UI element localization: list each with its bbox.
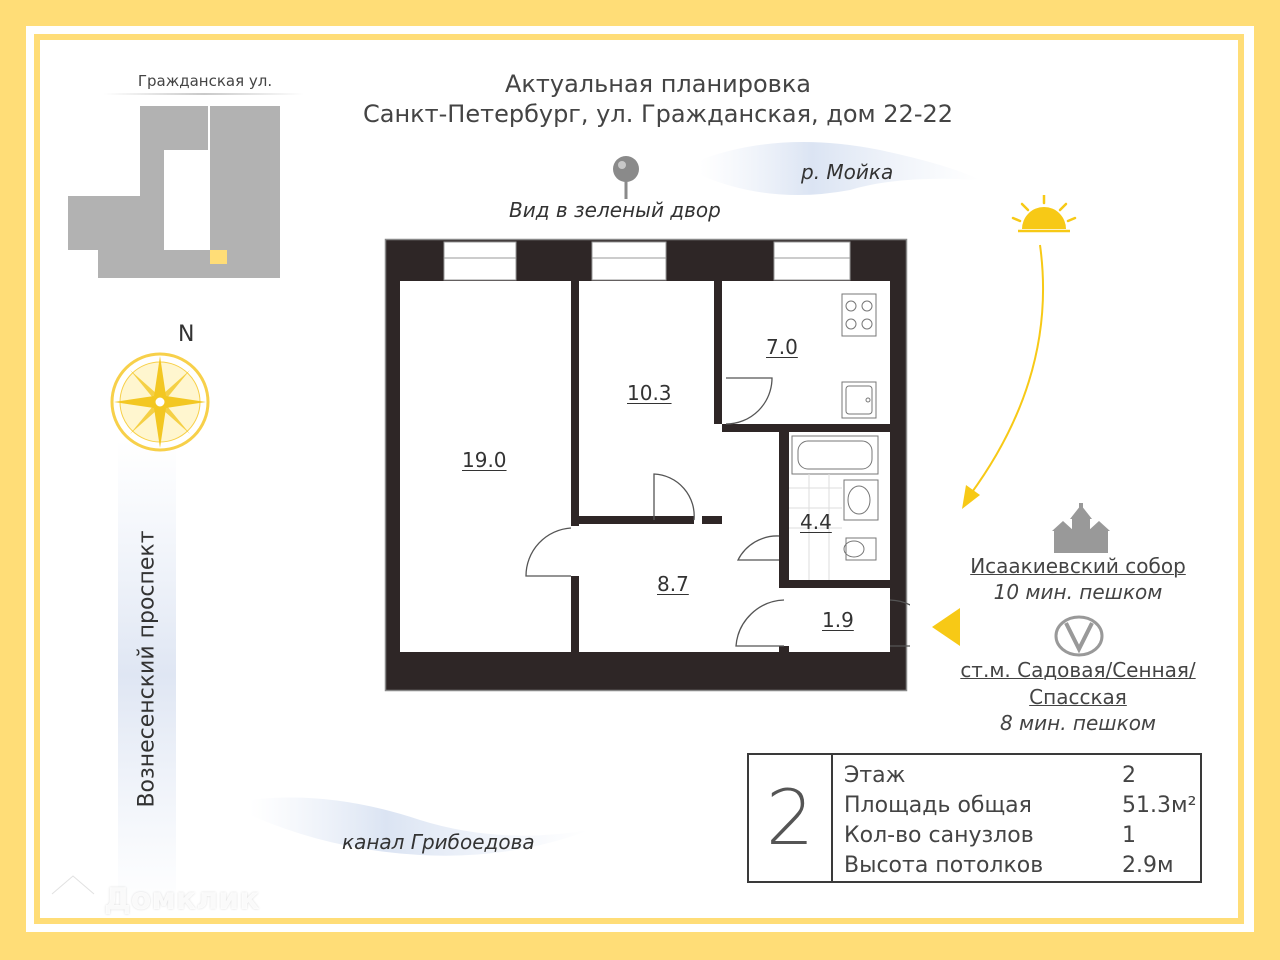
cathedral-icon [1050, 503, 1112, 553]
apartment-info-box [747, 753, 1202, 883]
info-label-ceiling: Высота потолков [844, 853, 1044, 878]
info-label-floor: Этаж [844, 763, 906, 788]
street-label: Гражданская ул. [137, 72, 273, 90]
view-label: Вид в зеленый двор [509, 198, 721, 222]
watermark-text: Домклик [104, 882, 260, 917]
bath-area: 4.4 [800, 510, 832, 534]
kitchen-sink-icon [842, 382, 876, 418]
info-value-area: 51.3м² [1122, 793, 1197, 818]
canal-label: канал Грибоедова [342, 830, 535, 854]
sun-icon [1013, 195, 1075, 231]
info-value-floor: 2 [1122, 763, 1136, 788]
info-divider [831, 755, 833, 881]
cathedral-time: 10 мин. пешком [993, 580, 1163, 604]
plan-address: Санкт-Петербург, ул. Гражданская, дом 22-22 [362, 100, 954, 128]
entrance-arrow-icon [930, 606, 962, 648]
kitchen-area: 7.0 [766, 335, 798, 359]
info-label-bathrooms: Кол-во санузлов [844, 823, 1034, 848]
compass-rose-icon [105, 350, 215, 460]
cathedral-name: Исаакиевский собор [970, 554, 1186, 578]
prospect-label: Вознесенский проспект [134, 530, 160, 808]
interior-walls [571, 281, 890, 652]
metro-name-line1: ст.м. Садовая/Сенная/ [960, 658, 1196, 682]
kitchen-stove-icon [842, 294, 876, 336]
plan-title: Актуальная планировка [504, 70, 812, 98]
toilet-icon [844, 538, 876, 560]
entrance-area: 1.9 [822, 608, 854, 632]
metro-time: 8 мин. пешком [999, 711, 1157, 735]
washbasin-icon [844, 480, 878, 520]
sun-arrowhead [962, 485, 980, 509]
apartment-marker [210, 250, 227, 264]
building-minimap [60, 100, 290, 285]
compass-north: N [178, 322, 195, 347]
metro-name-line2: Спасская [1029, 685, 1127, 709]
info-label-area: Площадь общая [844, 793, 1032, 818]
location-pin-icon [610, 155, 642, 201]
house-logo-icon [48, 872, 98, 918]
info-value-bathrooms: 1 [1122, 823, 1136, 848]
river-label: р. Мойка [801, 160, 894, 184]
info-value-ceiling: 2.9м [1122, 853, 1174, 878]
room-area-10: 10.3 [627, 381, 672, 405]
room-area-19: 19.0 [462, 448, 507, 472]
hall-area: 8.7 [657, 572, 689, 596]
metro-icon [1053, 615, 1105, 657]
floor-number-large: 2 [765, 773, 815, 862]
windows [444, 242, 850, 280]
sun-arc [970, 245, 1043, 495]
sun-path [940, 195, 1080, 525]
street-line [104, 93, 304, 95]
bathtub-icon [792, 436, 878, 474]
